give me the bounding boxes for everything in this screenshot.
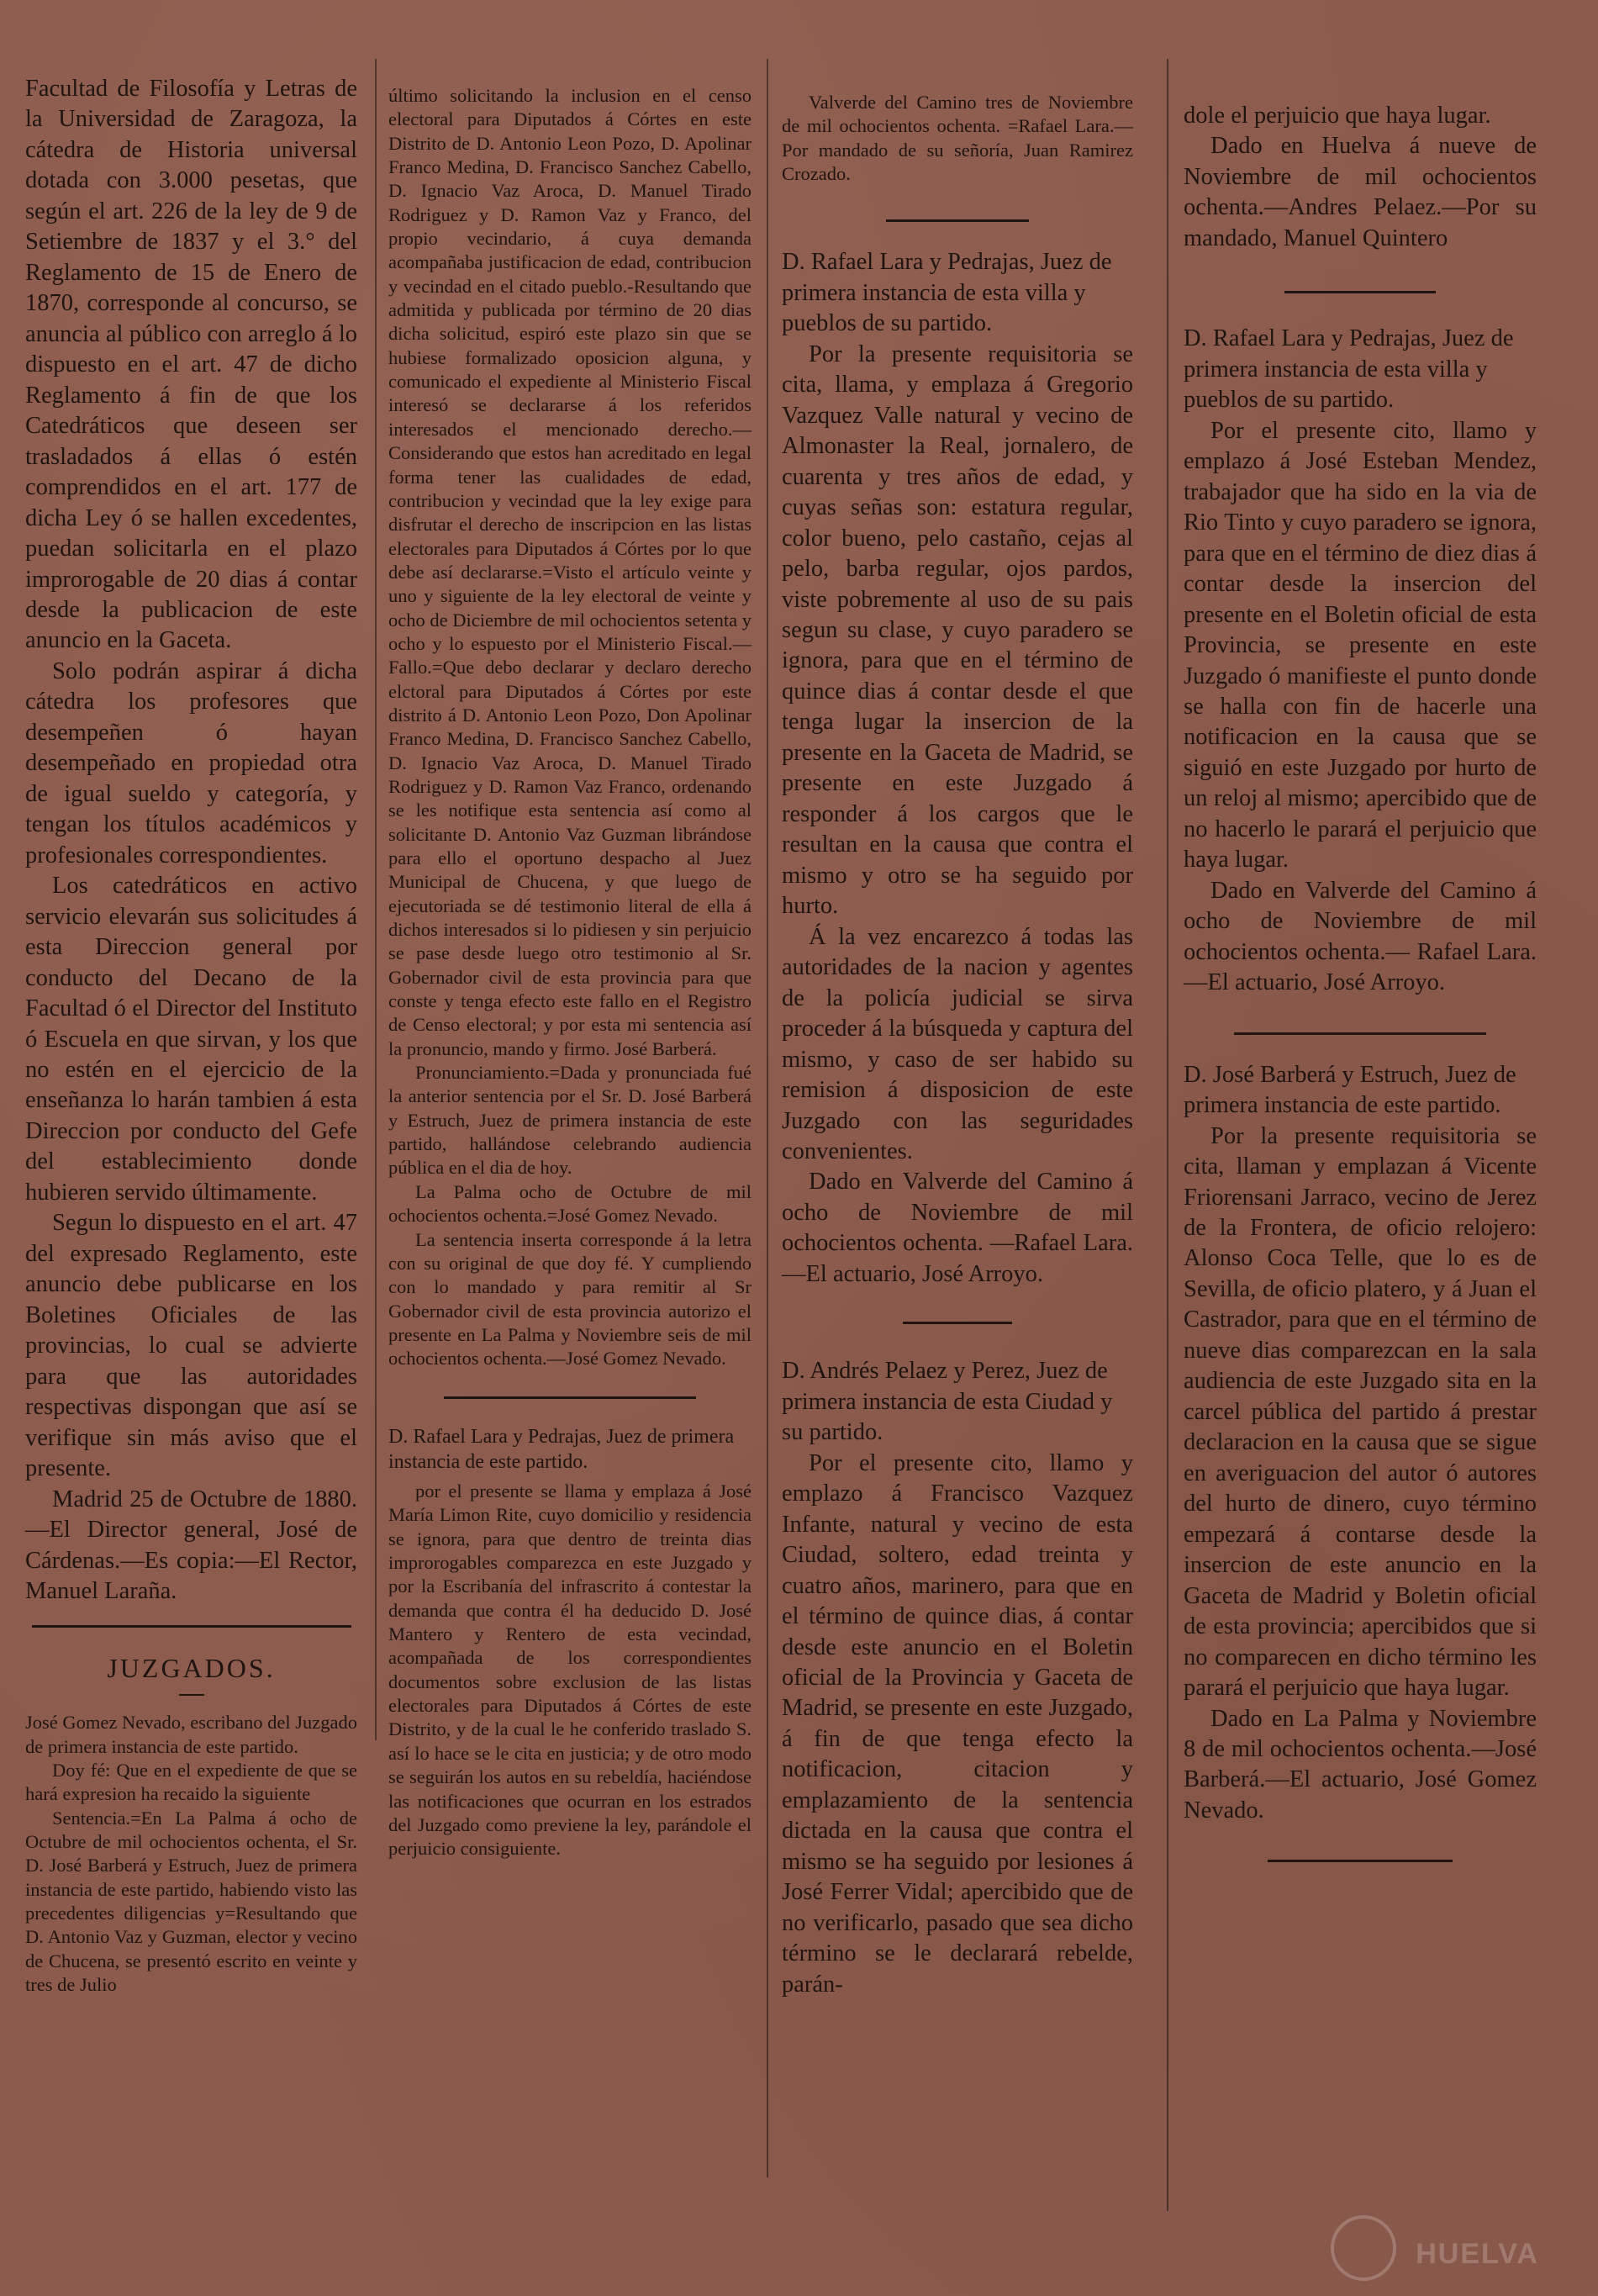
notice-paragraph: Sentencia.=En La Palma á ocho de Octubre de mil ochocientos ochenta, el Sr. D. José Barberá y Estruch, Juez de primera instancia de este partido, habiendo visto las precedentes diligencias y=Resultando que D. Antonio Vaz y Guzman, elector y vecino de Chucena, se presentó escrito en veinte y tres de Julio — [25, 1807, 357, 1996]
notice-signature: Valverde del Camino tres de Noviembre de mil ochocientos ochenta. =Rafael Lara.—Por mandado de su señoría, Juan Ramirez Crozado. — [782, 92, 1133, 185]
notice-heading: D. José Barberá y Estruch, Juez de primera instancia de este partido. — [1184, 1061, 1516, 1119]
notice-intro: Facultad de Filosofía y Letras de la Universidad de Zaragoza, la cátedra de Historia universal dotada con 3.000 pesetas, que según el art. 226 de la ley de 9 de Setiembre de 1837 y el 3.° del Reglamento de 15 de Enero de 1870, corresponde al concurso, se anuncia al público con arreglo á lo dispuesto en el art. 47 de dicho Reglamento á fin de que los Catedráticos que deseen ser trasladados á ellas ó estén comprendidos en el art. 177 de dicha Ley ó se hallen excedentes, puedan solicitarla en el plazo improrogable de 20 dias á contar desde la publicacion de este anuncio en la Gaceta. — [25, 76, 357, 654]
notice-paragraph: Solo podrán aspirar á dicha cátedra los profesores que desempeñen ó hayan desempeñado en propiedad otra de igual sueldo y categoría, y tengan los títulos académicos y profesionales correspondientes. — [25, 657, 357, 868]
column-3 — [782, 91, 1133, 2000]
column-rule-1 — [375, 59, 377, 1740]
column-4 — [1184, 101, 1537, 1862]
notice-heading: José Gomez Nevado, escribano del Juzgado de primera instancia de este partido. — [25, 1712, 357, 1757]
notice-paragraph: Por la presente requisitoria se cita, llaman y emplazan á Vicente Friorensani Jarraco, vecino de Jerez de la Frontera, de oficio relojero: Alonso Coca Telle, que lo es de Sevilla, de oficio platero, y á Juan el Castrador, para que en el término de nueve dias comparezcan en la sala audiencia de este Juzgado sita en la carcel pública del partido á prestar declaracion en la causa que se sigue en averiguacion del autor ó autores del hurto de dinero, cuyo término empezará á contarse desde la insercion de este anuncio en la Gaceta de Madrid y Boletin oficial de esta provincia; apercibidos que si no comparecen en dicho término les parará el perjuicio que haya lugar. — [1184, 1122, 1537, 1702]
notice-signature: Dado en Valverde del Camino á ocho de Noviembre de mil ochocientos ochenta.— Rafael Lara.—El actuario, José Arroyo. — [1184, 877, 1537, 996]
notice-paragraph: último solicitando la inclusion en el censo electoral para Diputados á Córtes en este Distrito de D. Antonio Leon Pozo, D. Apolinar Franco Medina, D. Francisco Sanchez Cabello, D. Ignacio Vaz Aroca, D. Manuel Tirado Rodriguez y D. Ramon Vaz y Franco, del propio vecindario, á cuya demanda acompañaba justificacion de edad, contribucion y vecindad en el citado pueblo.-Resultando que admitida y publicada por término de 20 dias dicha solicitud, espiró este plazo sin que se hubiese formalizado oposicion alguna, y comunicado el expediente al Ministerio Fiscal interesó se declararse á los referidos interesados el mencionado derecho.—Considerando que estos han acreditado en legal forma tener las cualidades de edad, contribucion y vecindad que la ley exige para disfrutar el derecho de inscripcion en las listas electorales para Diputados á Córtes por lo que debe así declararse.=Visto el artículo veinte y uno y siguiente de la ley electoral de veinte y ocho de Diciembre de mil ochocientos setenta y ocho y lo espuesto por el Ministerio Fiscal.—Fallo.=Que debo declarar y declaro derecho elctoral para Diputados á Córtes por este distrito á D. Antonio Leon Pozo, Don Apolinar Franco Medina, D. Francisco Sanchez Cabello, D. Ignacio Vaz Aroca, D. Manuel Tirado Rodriguez y D. Ramon Vaz Franco, ordenando se les notifique esta sentencia así como al solicitante D. Antonio Vaz Guzman librándose para ello el oportuno despacho al Juez Municipal de Chucena, y que luego de ejecutoriada se dé testimonio literal de ella á dichos interesados si lo pidiesen y sin perjuicio se pase desde luego otro testimonio al Sr. Gobernador civil de esta provincia para que conste y tenga efecto este fallo en el Registro de Censo electoral; y por esta mi sentencia así la pronuncio, mando y firmo. José Barberá. — [388, 85, 752, 1059]
notice-signature: Dado en Huelva á nueve de Noviembre de mil ochocientos ochenta.—Andres Pelaez.—Por su mandado, Manuel Quintero — [1184, 133, 1537, 251]
notice-heading: D. Andrés Pelaez y Perez, Juez de primera instancia de esta Ciudad y su partido. — [782, 1358, 1113, 1446]
section-divider — [903, 1322, 1012, 1324]
notice-paragraph: Por el presente cito, llamo y emplazo á Francisco Vazquez Infante, natural y vecino de esta Ciudad, soltero, edad treinta y cuatro años, marinero, para que en el término de quince dias, á contar desde este anuncio en el Boletin oficial de la Provincia y Gaceta de Madrid, se presente en este Juzgado, á fin de que tenga efecto la notificacion, citacion y emplazamiento de la sentencia dictada en la causa que contra el mismo se ha seguido por lesiones á José Ferrer Vidal; apercibido que de no verificarlo, pasado que sea dicho término se le declarará rebelde, parán- — [782, 1449, 1133, 1998]
notice-paragraph: Á la vez encarezco á todas las autoridades de la nacion y agentes de la policía judicial se sirva proceder á la búsqueda y captura del mismo, y caso de ser habido su remision á disposicion de este Juzgado con las seguridades convenientes. — [782, 923, 1133, 1164]
notice-signature: Dado en Valverde del Camino á ocho de Noviembre de mil ochocientos ochenta. —Rafael Lara.—El actuario, José Arroyo. — [782, 1169, 1133, 1287]
section-divider — [444, 1396, 696, 1399]
column-rule-3 — [1167, 59, 1168, 2211]
notice-paragraph: dole el perjuicio que haya lugar. — [1184, 103, 1491, 129]
section-divider — [1268, 1860, 1453, 1862]
notice-paragraph: Los catedráticos en activo servicio elevarán sus solicitudes á esta Direccion general por conducto del Decano de la Facultad ó el Director del Instituto ó Escuela en que sirvan, y los que no estén en el ejercicio de la enseñanza lo harán tambien á esta Direccion por conducto del Gefe del establecimiento donde hubieren servido últimamente. — [25, 873, 357, 1206]
section-divider — [1234, 1032, 1486, 1035]
section-divider — [1284, 291, 1436, 293]
library-watermark: HUELVA — [1416, 2238, 1539, 2270]
notice-paragraph: Por el presente cito, llamo y emplazo á José Esteban Mendez, trabajador que ha sido en la via de Rio Tinto y cuyo paradero se ignora, para que en el término de diez dias á contar desde la insercion del presente en el Boletin oficial de esta Provincia, se presente en este Juzgado ó manifieste el punto donde se halla con fin de hacerle una notificacion en la causa que se siguió en este Juzgado por hurto de un reloj al mismo; apercibido que de no hacerlo le parará el perjuicio que haya lugar. — [1184, 417, 1537, 874]
column-2 — [388, 84, 752, 1861]
section-divider — [32, 1625, 351, 1628]
notice-heading: D. Rafael Lara y Pedrajas, Juez de primera instancia de este partido. — [388, 1425, 735, 1473]
notice-heading: D. Rafael Lara y Pedrajas, Juez de primera instancia de esta villa y pueblos de su partido. — [782, 249, 1112, 337]
column-rule-2 — [767, 59, 768, 2177]
notice-paragraph: La sentencia inserta corresponde á la letra con su original de que doy fé. Y cumpliendo con lo mandado y para remitir al Sr Gobernador civil de esta provincia autorizo el presente en La Palma y Noviembre seis de mil ochocientos ochenta.—José Gomez Nevado. — [388, 1228, 752, 1370]
notice-heading: D. Rafael Lara y Pedrajas, Juez de primera instancia de esta villa y pueblos de su partido. — [1184, 325, 1514, 414]
notice-paragraph: Pronunciamiento.=Dada y pronunciada fué la anterior sentencia por el Sr. D. José Barberá y Estruch, Juez de primera instancia de este partido, hallándose celebrando audiencia pública en el dia de hoy. — [388, 1062, 752, 1179]
section-divider — [886, 219, 1029, 222]
title-dash — [179, 1694, 204, 1696]
notice-paragraph: por el presente se llama y emplaza á José María Limon Rite, cuyo domicilio y residencia se ignora, para que dentro de treinta dias improrogables comparezca en este Juzgado y por la Escribanía del infrascrito á contestar la demanda que contra él ha deducido D. José Mantero y Rentero de esta vecindad, acompañada de los correspondientes documentos sobre exclusion de las listas electorales para Diputados á Córtes de este Distrito, y de la cual le he conferido traslado S. así lo hace se le cita en justicia; y de otro modo se seguirán los autos en su rebeldía, haciéndose las notificaciones que ocurran en los estrados del Juzgado como previene la ley, parándole el perjuicio consiguiente. — [388, 1481, 752, 1860]
section-title: JUZGADOS. — [107, 1653, 276, 1684]
notice-paragraph: La Palma ocho de Octubre de mil ochocientos ochenta.=José Gomez Nevado. — [388, 1180, 752, 1227]
column-1 — [25, 74, 357, 1998]
notice-signature: Madrid 25 de Octubre de 1880.—El Director general, José de Cárdenas.—Es copia:—El Rector, Manuel Laraña. — [25, 1486, 357, 1604]
library-seal-icon — [1331, 2215, 1396, 2281]
notice-paragraph: Segun lo dispuesto en el art. 47 del expresado Reglamento, este anuncio debe publicarse en los Boletines Oficiales de las provincias, lo cual se advierte para que las autoridades respectivas dispongan que así se verifique sin más aviso que el presente. — [25, 1210, 357, 1482]
notice-paragraph: Por la presente requisitoria se cita, llama, y emplaza á Gregorio Vazquez Valle natural y vecino de Almonaster la Real, jornalero, de cuarenta y tres años de edad, y cuyas señas son: estatura regular, color bueno, pelo castaño, cejas al pelo, barba regular, ojos pardos, viste pobremente al uso de su pais segun su clase, y cuyo paradero se ignora, para que en el término de quince dias á contar desde el que tenga lugar la insercion de la presente en la Gaceta de Madrid, se presente en este Juzgado á responder á los cargos que le resultan en la causa que contra el mismo y otro se ha seguido por hurto. — [782, 340, 1133, 920]
notice-signature: Dado en La Palma y Noviembre 8 de mil ochocientos ochenta.—José Barberá.—El actuario, José Gomez Nevado. — [1184, 1705, 1537, 1824]
notice-paragraph: Doy fé: Que en el expediente de que se hará expresion ha recaido la siguiente — [25, 1760, 357, 1805]
